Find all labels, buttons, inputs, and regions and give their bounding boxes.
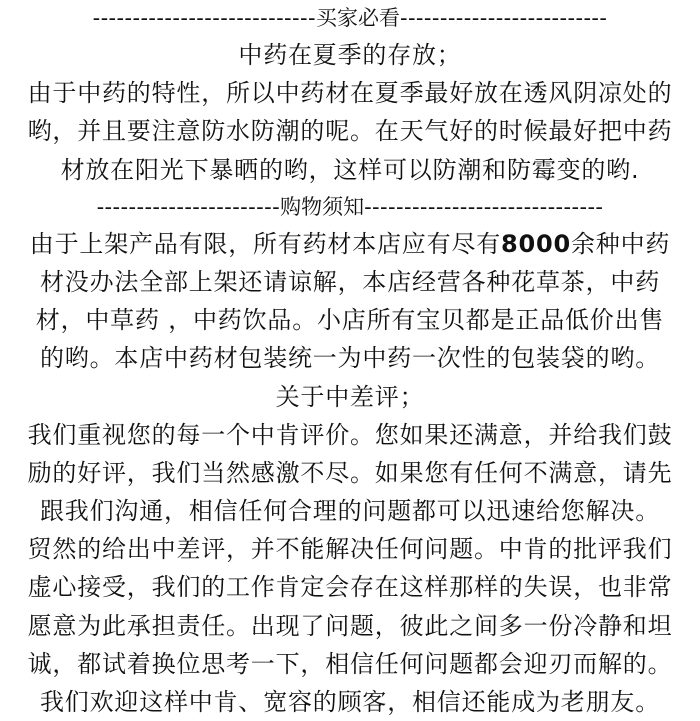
herb-count-number: 8000 (501, 229, 571, 258)
review-notice-line: 励的好评，我们当然感激不尽。如果您有任何不满意，请先 (27, 458, 673, 487)
buyer-notice-line: 由于中药的特性，所以中药材在夏季最好放在透风阴凉处的 (27, 79, 673, 108)
review-notice-line: 我们重视您的每一个中肯评价。您如果还满意，并给我们鼓 (27, 420, 673, 449)
shopping-notice-divider (8, 189, 692, 225)
review-notice-line: 虚心接受，我们的工作肯定会存在这样那样的失误，也非常 (27, 573, 673, 602)
buyer-notice-divider (8, 0, 692, 36)
shopping-notice-text: 余种中药 (571, 229, 671, 258)
review-notice-line: 诚，都试着换位思考一下，相信任何问题都会迎刃而解的。 (27, 649, 673, 678)
review-notice-line: 贸然的给出中差评，并不能解决任何问题。中肯的批评我们 (27, 535, 673, 564)
divider-dashes-left: ----------------------- (96, 194, 281, 219)
review-notice-line: 愿意为此承担责任。出现了问题，彼此之间多一份冷静和坦 (27, 611, 673, 640)
shopping-notice-line (8, 225, 692, 263)
review-notice-line: 跟我们沟通，相信任何合理的问题都可以迅速给您解决。 (40, 497, 660, 526)
storage-subheading: 中药在夏季的存放； (238, 41, 462, 69)
shopping-notice-text: 由于上架产品有限，所有药材本店应有尽有 (29, 229, 501, 258)
shopping-notice-line: 的哟。本店中药材包装统一为中药一次性的包装袋的哟。 (40, 344, 660, 373)
review-notice-line: 我们欢迎这样中肯、宽容的顾客，相信还能成为老朋友。 (40, 688, 660, 716)
divider-dashes-left: ---------------------------- (92, 6, 316, 30)
divider-dashes-right: -------------------------- (399, 6, 608, 30)
divider-dashes-right: ------------------------------ (364, 194, 604, 219)
buyer-notice-line: 材放在阳光下暴晒的哟，这样可以防潮和防霉变的哟. (60, 155, 640, 184)
shopping-notice-heading: 购物须知 (280, 194, 365, 219)
shopping-notice-line: 材没办法全部上架还请谅解，本店经营各种花草茶，中药 (40, 267, 660, 296)
buyer-notice-heading: 买家必看 (315, 6, 400, 30)
shopping-notice-line: 材，中草药 ，中药饮品。小店所有宝贝都是正品低价出售 (35, 306, 665, 335)
buyer-notice-line: 哟，并且要注意防水防潮的呢。在天气好的时候最好把中药 (27, 117, 673, 146)
review-notice-heading: 关于中差评； (275, 382, 425, 411)
